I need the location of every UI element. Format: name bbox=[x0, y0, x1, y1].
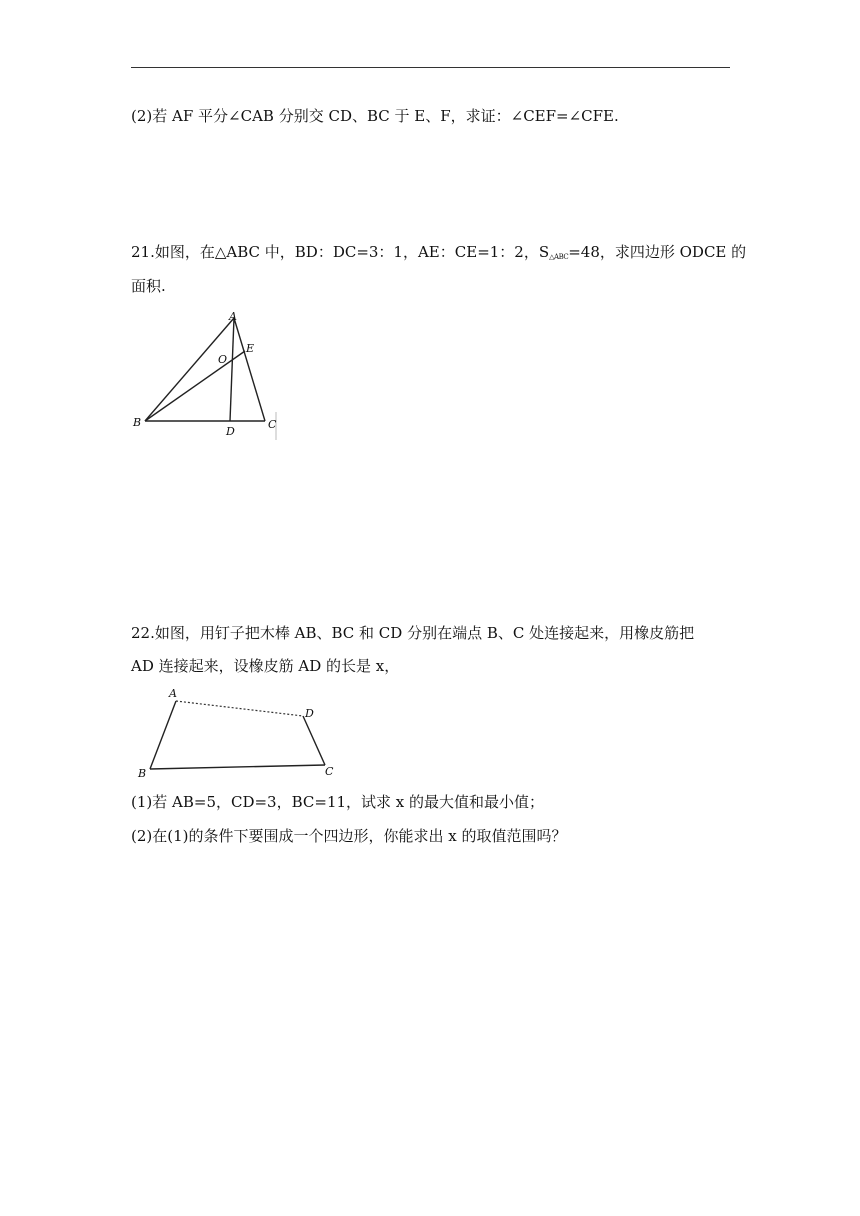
q22-rubber-band-ad bbox=[176, 701, 303, 716]
q22-line2: AD 连接起来，设橡皮筋 AD 的长是 x， bbox=[131, 657, 400, 675]
q22-stick-cd bbox=[303, 716, 325, 765]
q21-line2: 面积. bbox=[131, 277, 166, 295]
q22-label-d: D bbox=[305, 707, 314, 720]
q22-label-c: C bbox=[325, 765, 334, 778]
q21-area-subscript: △ABC bbox=[549, 253, 569, 261]
q21-label-c: C bbox=[268, 418, 277, 431]
q21-label-a: A bbox=[229, 310, 237, 323]
q21-label-d: D bbox=[226, 425, 235, 438]
q22-label-a: A bbox=[169, 687, 177, 700]
q22-stick-ab bbox=[150, 701, 176, 769]
q21-label-e: E bbox=[246, 342, 255, 355]
q22-label-b: B bbox=[138, 767, 147, 780]
q22-stick-bc bbox=[150, 765, 325, 769]
q22-part1: (1)若 AB=5，CD=3，BC=11，试求 x 的最大值和最小值； bbox=[131, 793, 545, 811]
q21-label-o: O bbox=[218, 353, 228, 366]
q21-label-b: B bbox=[133, 416, 142, 429]
q22-part2: (2)在(1)的条件下要围成一个四边形，你能求出 x 的取值范围吗？ bbox=[131, 827, 567, 845]
q21-line1-tail: =48，求四边形 ODCE 的 bbox=[568, 243, 747, 261]
q20-part2: (2)若 AF 平分∠CAB 分别交 CD、BC 于 E、F，求证：∠CEF=∠CFE. bbox=[131, 107, 619, 125]
q22-line1: 22.如图，用钉子把木棒 AB、BC 和 CD 分别在端点 B、C 处连接起来，用橡皮筋把 bbox=[131, 624, 695, 642]
q21-line1-text: 21.如图，在△ABC 中，BD：DC=3：1，AE：CE=1：2，S bbox=[131, 243, 550, 261]
